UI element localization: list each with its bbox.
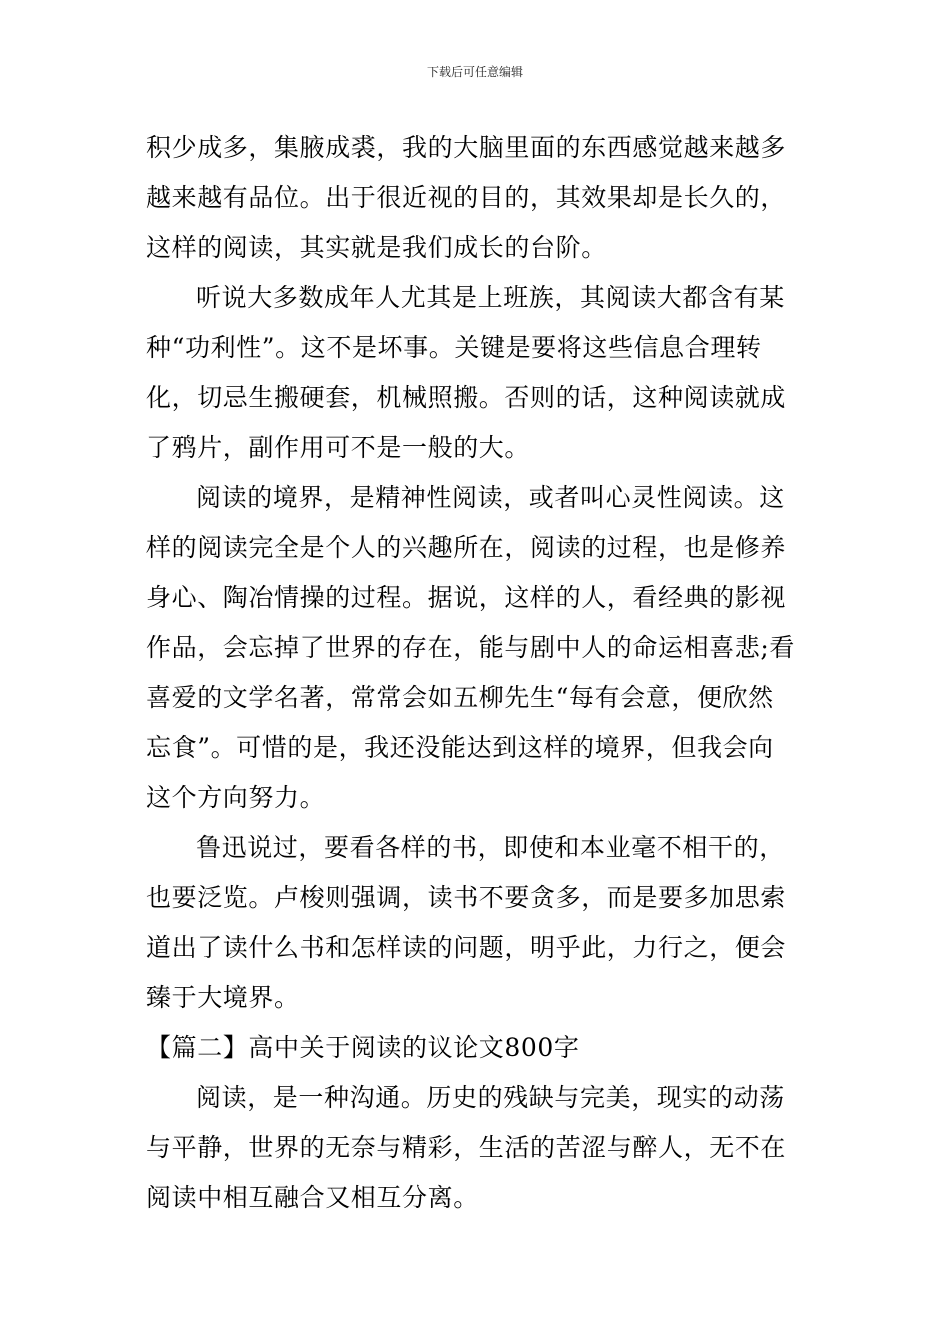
text-line: 忘食”。可惜的是，我还没能达到这样的境界，但我会向 xyxy=(146,733,774,762)
text-line: 臻于大境界。 xyxy=(146,983,300,1012)
text-line: 种“功利性”。这不是坏事。关键是要将这些信息合理转 xyxy=(146,333,762,362)
text-line: 喜爱的文学名著，常常会如五柳先生“每有会意，便欣然 xyxy=(146,683,774,712)
section-heading: 【篇二】高中关于阅读的议论文800字 xyxy=(146,1033,580,1062)
text-line: 样的阅读完全是个人的兴趣所在，阅读的过程，也是修养 xyxy=(146,533,787,562)
text-line: 阅读中相互融合又相互分离。 xyxy=(146,1183,479,1212)
paragraph-first-line: 阅读，是一种沟通。历史的残缺与完美，现实的动荡 xyxy=(196,1083,785,1112)
text-line: 化，切忌生搬硬套，机械照搬。否则的话，这种阅读就成 xyxy=(146,383,787,412)
article-body xyxy=(146,123,809,1223)
text-line: 身心、陶冶情操的过程。据说，这样的人，看经典的影视 xyxy=(146,583,787,612)
paragraph-first-line: 鲁迅说过，要看各样的书，即使和本业毫不相干的， xyxy=(196,833,785,862)
text-line: 与平静，世界的无奈与精彩，生活的苦涩与醉人，无不在 xyxy=(146,1133,787,1162)
text-line: 作品，会忘掉了世界的存在，能与剧中人的命运相喜悲;看 xyxy=(146,633,796,662)
paragraph-first-line: 听说大多数成年人尤其是上班族，其阅读大都含有某 xyxy=(196,283,785,312)
text-line: 积少成多，集腋成裘，我的大脑里面的东西感觉越来越多 xyxy=(146,133,787,162)
text-line: 越来越有品位。出于很近视的目的，其效果却是长久的， xyxy=(146,183,787,212)
paragraph-first-line: 阅读的境界，是精神性阅读，或者叫心灵性阅读。这 xyxy=(196,483,785,512)
text-line: 道出了读什么书和怎样读的问题，明乎此，力行之，便会 xyxy=(146,933,787,962)
text-line: 这个方向努力。 xyxy=(146,783,326,812)
text-line: 了鸦片，副作用可不是一般的大。 xyxy=(146,433,531,462)
page-header-note: 下载后可任意编辑 xyxy=(426,65,523,79)
text-line: 也要泛览。卢梭则强调，读书不要贪多，而是要多加思索 xyxy=(146,883,787,912)
text-line: 这样的阅读，其实就是我们成长的台阶。 xyxy=(146,233,607,262)
